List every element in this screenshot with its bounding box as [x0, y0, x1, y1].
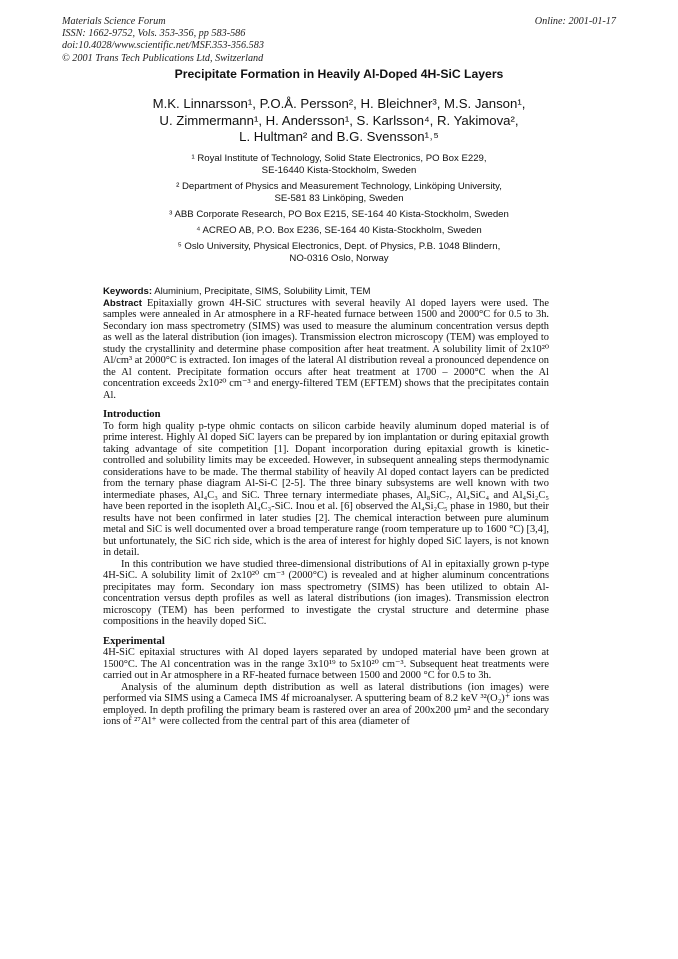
affiliation-line: NO-0316 Oslo, Norway: [289, 253, 389, 265]
affiliation-1: [0, 153, 678, 178]
article-body: [103, 286, 549, 728]
affiliation-line: ³ ABB Corporate Research, PO Box E215, SE-164 40 Kista-Stockholm, Sweden: [169, 209, 509, 220]
issn-line: ISSN: 1662-9752, Vols. 353-356, pp 583-586: [62, 28, 246, 40]
introduction-paragraph-1: To form high quality p-type ohmic contacts on silicon carbide heavily aluminum doped material is of prime interest. Highly Al doped SiC layers can be prepared by ion implantation or during epitaxial growth taking advantage of site competition [1]. Dopant incorporation during epitaxial growth is kinetic-controlled and solubility limits may be exceeded. However, in subsequent annealing steps thermodynamic considerations have to be made. The thermal stability of heavily Al doped contact layers can be predicted from the ternary phase diagram Al-Si-C [2-5]. The three binary subsystems are well known with two intermediate phases, Al₄C₃ and SiC. Three ternary intermediate phases, Al₈SiC₇, Al₄SiC₄ and Al₄Si₂C₅ have been reported in the isopleth Al₄C₃-SiC. Inou et al. [6] observed the Al₄Si₂C₅ phase in 1980, but their results have not been confirmed in later studies [2]. The chemical interaction between pure aluminum metal and SiC is well documented over a broad temperature range (room temperature up to 1600 °C) [3,4], but unfortunately, the SiC rich side, which is the area of interest for highly doped SiC layers, is not known in detail.: [103, 420, 549, 558]
abstract: [103, 298, 549, 402]
experimental-heading: Experimental: [103, 635, 165, 647]
author-list: [0, 96, 678, 146]
introduction-paragraph-2: In this contribution we have studied three-dimensional distributions of Al in epitaxially grown p-type 4H-SiC. A solubility limit of 2x10²⁰ cm⁻³ (2000°C) is revealed and at higher aluminum concentrations precipitates may form. Secondary ion mass spectrometry (SIMS) has been utilized to obtain Al-concentration versus depth profiles as well as lateral distributions (ion images). Transmission electron microscopy (TEM) has been performed to investigate the crystal structure and determine phase compositions in the heavily doped SiC.: [103, 558, 549, 627]
doi-line: doi:10.4028/www.scientific.net/MSF.353-356.583: [62, 40, 264, 52]
affiliation-4: [0, 225, 678, 237]
keywords: [103, 286, 549, 298]
online-date: Online: 2001-01-17: [534, 16, 616, 27]
affiliation-line: SE-16440 Kista-Stockholm, Sweden: [261, 165, 417, 177]
author-line: U. Zimmermann¹, H. Andersson¹, S. Karlsson⁴, R. Yakimova²,: [159, 112, 519, 128]
affiliation-line: ⁵ Oslo University, Physical Electronics, Dept. of Physics, P.B. 1048 Blindern,: [177, 241, 501, 252]
paper-title: Precipitate Formation in Heavily Al-Doped 4H-SiC Layers: [174, 67, 504, 81]
abstract-label: Abstract: [103, 297, 142, 309]
journal-name: Materials Science Forum: [62, 16, 166, 27]
affiliation-2: [0, 181, 678, 206]
affiliation-line: SE-581 83 Linköping, Sweden: [274, 193, 404, 205]
author-line: L. Hultman² and B.G. Svensson¹˒⁵: [239, 129, 439, 144]
experimental-paragraph-1: 4H-SiC epitaxial structures with Al doped layers separated by undoped material have been grown at 1500°C. The Al concentration was in the range 3x10¹⁹ to 5x10²⁰ cm⁻³. Subsequent heat treatments were carried out in Ar atmosphere in a RF-heated furnace between 1500 and 2000 °C for 0.5 to 3h.: [103, 647, 549, 681]
affiliation-3: [0, 209, 678, 221]
keywords-text: Aluminium, Precipitate, SIMS, Solubility Limit, TEM: [154, 286, 371, 297]
affiliation-line: ⁴ ACREO AB, P.O. Box E236, SE-164 40 Kista-Stockholm, Sweden: [196, 225, 482, 236]
affiliation-5: [0, 241, 678, 266]
affiliation-line: ² Department of Physics and Measurement Technology, Linköping University,: [176, 181, 502, 192]
keywords-label: Keywords:: [103, 286, 153, 297]
journal-header: [62, 16, 264, 65]
introduction-heading: Introduction: [103, 409, 161, 420]
copyright-line: © 2001 Trans Tech Publications Ltd, Switzerland: [62, 52, 264, 64]
abstract-text: Epitaxially grown 4H-SiC structures with several heavily Al doped layers were used. The samples were annealed in Ar atmosphere in a RF-heated furnace between 1500 and 2000°C for 0.5 to 3h. Secondary ion mass spectrometry (SIMS) was used to measure the aluminum concentration versus depth as well as the lateral distribution (ion images). Transmission electron microscopy (TEM) was employed to study the crystallinity and determine phase composition after heat treatment. A solubility limit of 2x10²⁰ Al/cm³ at 2000°C is extracted. Ion images of the lateral Al distribution reveal a pronounced dependence on the Al content. Precipitate formation occurs after heat treatment at 1700 – 2000°C when the Al concentration exceeds 2x10²⁰ cm⁻³ and energy-filtered TEM (EFTEM) shows that the precipitates contain Al.: [103, 297, 549, 401]
experimental-paragraph-2: Analysis of the aluminum depth distribution as well as lateral distributions (ion images) were performed via SIMS using a Cameca IMS 4f microanalyser. A sputtering beam of 8.2 keV ³²(O₂)⁺ ions was employed. In depth profiling the primary beam is rastered over an area of 200x200 μm² and the secondary ions of ²⁷Al⁺ were collected from the central part of this area (diameter of: [103, 681, 549, 727]
author-line: M.K. Linnarsson¹, P.O.Å. Persson², H. Bleichner³, M.S. Janson¹,: [152, 96, 526, 111]
affiliation-line: ¹ Royal Institute of Technology, Solid State Electronics, PO Box E229,: [191, 153, 487, 164]
